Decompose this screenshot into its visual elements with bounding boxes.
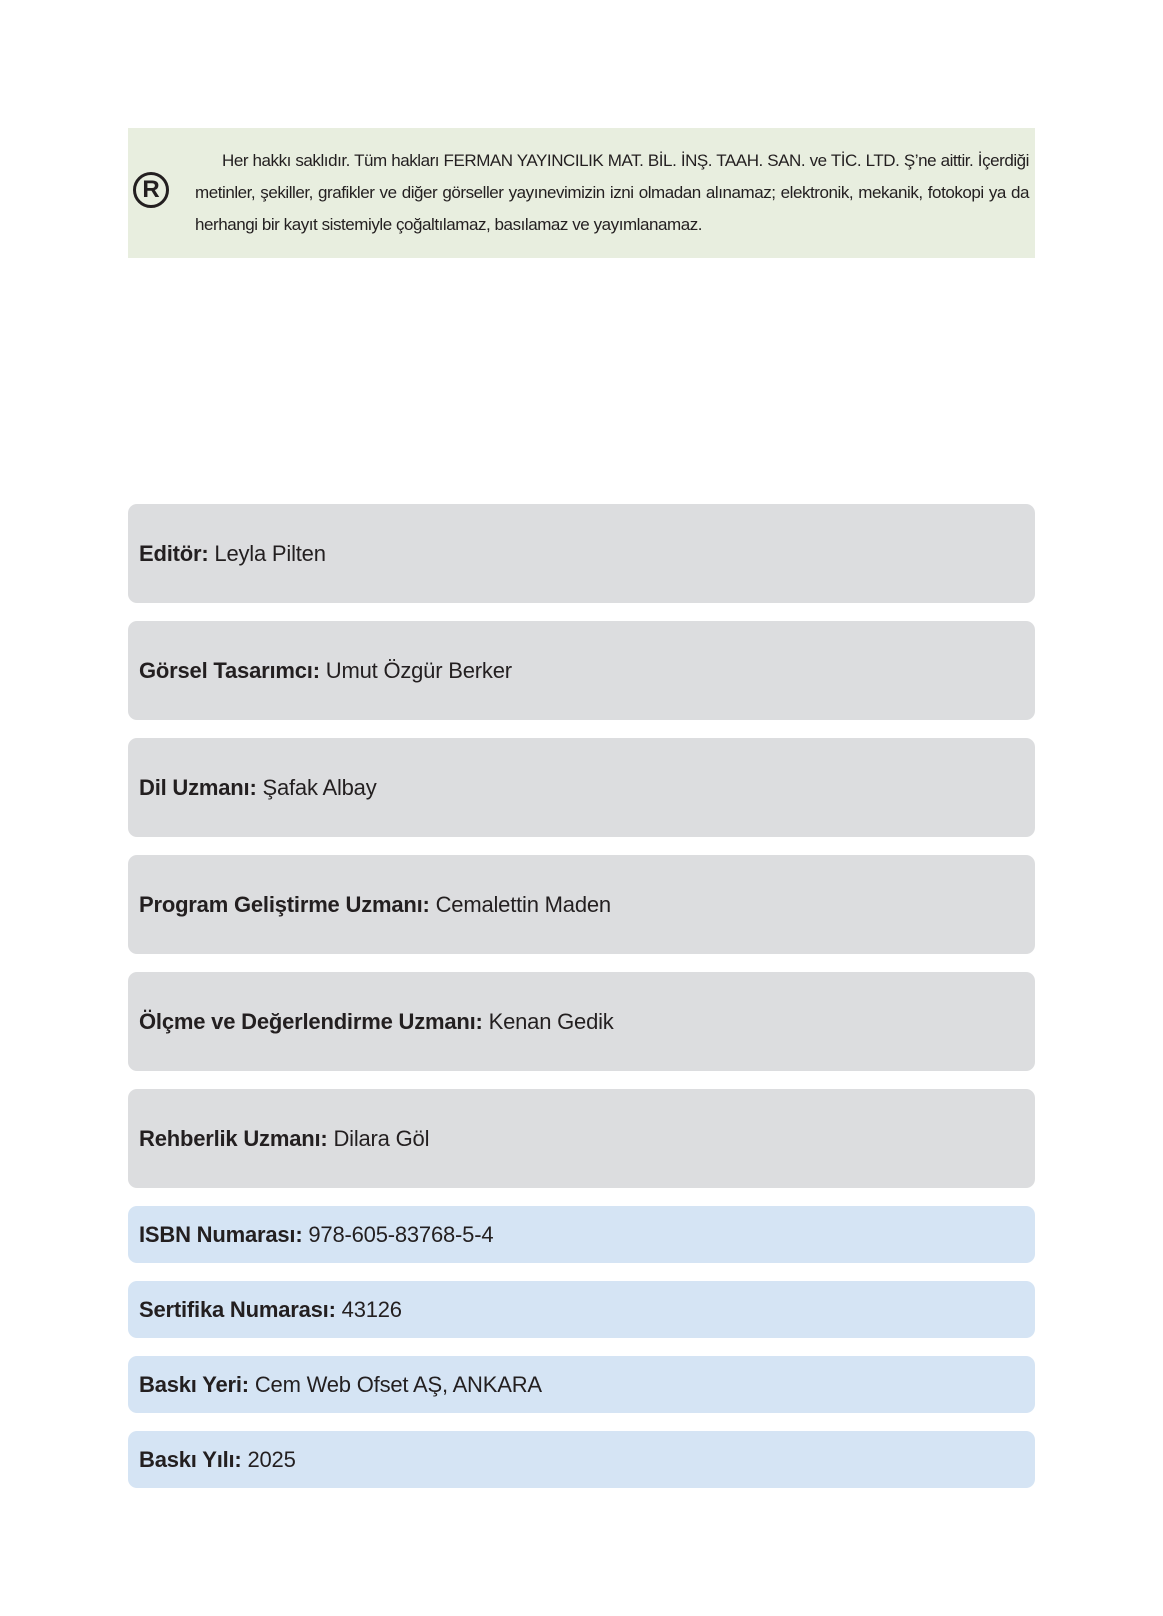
credit-label: Editör:: [139, 540, 209, 566]
credit-language-expert: [128, 738, 1035, 837]
credit-value: Cemalettin Maden: [435, 891, 611, 917]
publication-print-year: [128, 1431, 1035, 1488]
publication-isbn: [128, 1206, 1035, 1263]
publication-label: Baskı Yeri:: [139, 1371, 249, 1397]
credit-visual-designer: [128, 621, 1035, 720]
credit-label: Görsel Tasarımcı:: [139, 657, 320, 683]
credit-label: Ölçme ve Değerlendirme Uzmanı:: [139, 1008, 483, 1034]
credit-value: Dilara Göl: [333, 1125, 430, 1151]
publication-value: 2025: [247, 1446, 296, 1472]
credit-value: Kenan Gedik: [488, 1008, 614, 1034]
credit-label: Program Geliştirme Uzmanı:: [139, 891, 430, 917]
publication-label: Baskı Yılı:: [139, 1446, 242, 1472]
publication-label: Sertifika Numarası:: [139, 1296, 336, 1322]
credit-value: Umut Özgür Berker: [325, 657, 512, 683]
credit-program-development-expert: [128, 855, 1035, 954]
publication-value: Cem Web Ofset AŞ, ANKARA: [254, 1371, 542, 1397]
credit-value: Leyla Pilten: [214, 540, 326, 566]
publication-certificate: [128, 1281, 1035, 1338]
publication-value: 43126: [341, 1296, 402, 1322]
publication-label: ISBN Numarası:: [139, 1221, 303, 1247]
credit-label: Rehberlik Uzmanı:: [139, 1125, 328, 1151]
credit-guidance-expert: [128, 1089, 1035, 1188]
credit-label: Dil Uzmanı:: [139, 774, 257, 800]
credit-value: Şafak Albay: [262, 774, 377, 800]
copyright-text: Her hakkı saklıdır. Tüm hakları FERMAN YAYINCILIK MAT. BİL. İNŞ. TAAH. SAN. ve TİC. LTD. Ş’ne aittir. İçerdiği metinler, şekiller, grafikler ve diğer görseller yayınevimizin izni olmadan alınamaz; elektronik, mekanik, fotokopi ya da herhangi bir kayıt sistemiyle çoğaltılamaz, basılamaz ve yayımlanamaz.: [195, 151, 1029, 234]
registered-icon: R: [133, 172, 169, 208]
publication-value: 978-605-83768-5-4: [308, 1221, 494, 1247]
credit-editor: [128, 504, 1035, 603]
copyright-notice: [128, 128, 1035, 258]
credit-assessment-expert: [128, 972, 1035, 1071]
publication-print-place: [128, 1356, 1035, 1413]
